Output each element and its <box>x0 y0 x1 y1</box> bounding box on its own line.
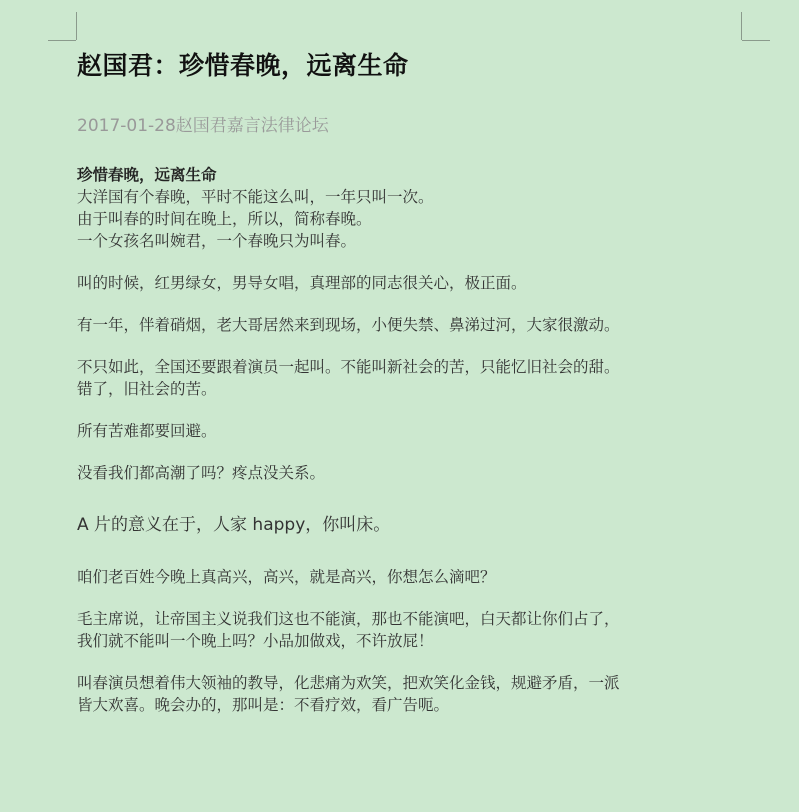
paragraph: 不只如此，全国还要跟着演员一起叫。不能叫新社会的苦，只能忆旧社会的甜。 <box>77 358 620 376</box>
paragraph: 没看我们都高潮了吗？疼点没关系。 <box>77 464 326 482</box>
paragraph: 咱们老百姓今晚上真高兴，高兴，就是高兴，你想怎么滴吧？ <box>77 568 496 586</box>
crop-mark-top-left-horizontal <box>48 40 76 41</box>
intro-line: 大洋国有个春晚，平时不能这么叫，一年只叫一次。 <box>77 188 434 206</box>
paragraph: 所有苦难都要回避。 <box>77 422 217 440</box>
paragraph-continuation: 错了，旧社会的苦。 <box>77 380 217 398</box>
article-body <box>77 164 757 716</box>
article-meta: 2017-01-28赵国君嘉言法律论坛 <box>77 116 329 136</box>
paragraph: 有一年，伴着硝烟，老大哥居然来到现场，小便失禁、鼻涕过河，大家很激动。 <box>77 316 620 334</box>
intro-heading: 珍惜春晚，远离生命 <box>77 165 217 184</box>
paragraph: 叫春演员想着伟大领袖的教导，化悲痛为欢笑，把欢笑化金钱，规避矛盾，一派 <box>77 674 620 692</box>
article-title: 赵国君：珍惜春晚，远离生命 <box>77 51 409 80</box>
intro-line: 一个女孩名叫婉君，一个春晚只为叫春。 <box>77 232 357 250</box>
crop-mark-top-right-horizontal <box>742 40 770 41</box>
paragraph-continuation: 皆大欢喜。晚会办的，那叫是：不看疗效，看广告呃。 <box>77 696 450 714</box>
paragraph: 叫的时候，红男绿女，男导女唱，真理部的同志很关心，极正面。 <box>77 274 527 292</box>
crop-mark-top-left-vertical <box>76 12 77 40</box>
document-page <box>77 48 757 716</box>
paragraph-continuation: 我们就不能叫一个晚上吗？小品加做戏，不许放屁！ <box>77 632 434 650</box>
crop-mark-top-right-vertical <box>741 12 742 40</box>
paragraph: A 片的意义在于，人家 happy，你叫床。 <box>77 515 391 535</box>
paragraph: 毛主席说，让帝国主义说我们这也不能演，那也不能演吧，白天都让你们占了， <box>77 610 620 628</box>
intro-line: 由于叫春的时间在晚上，所以，简称春晚。 <box>77 210 372 228</box>
